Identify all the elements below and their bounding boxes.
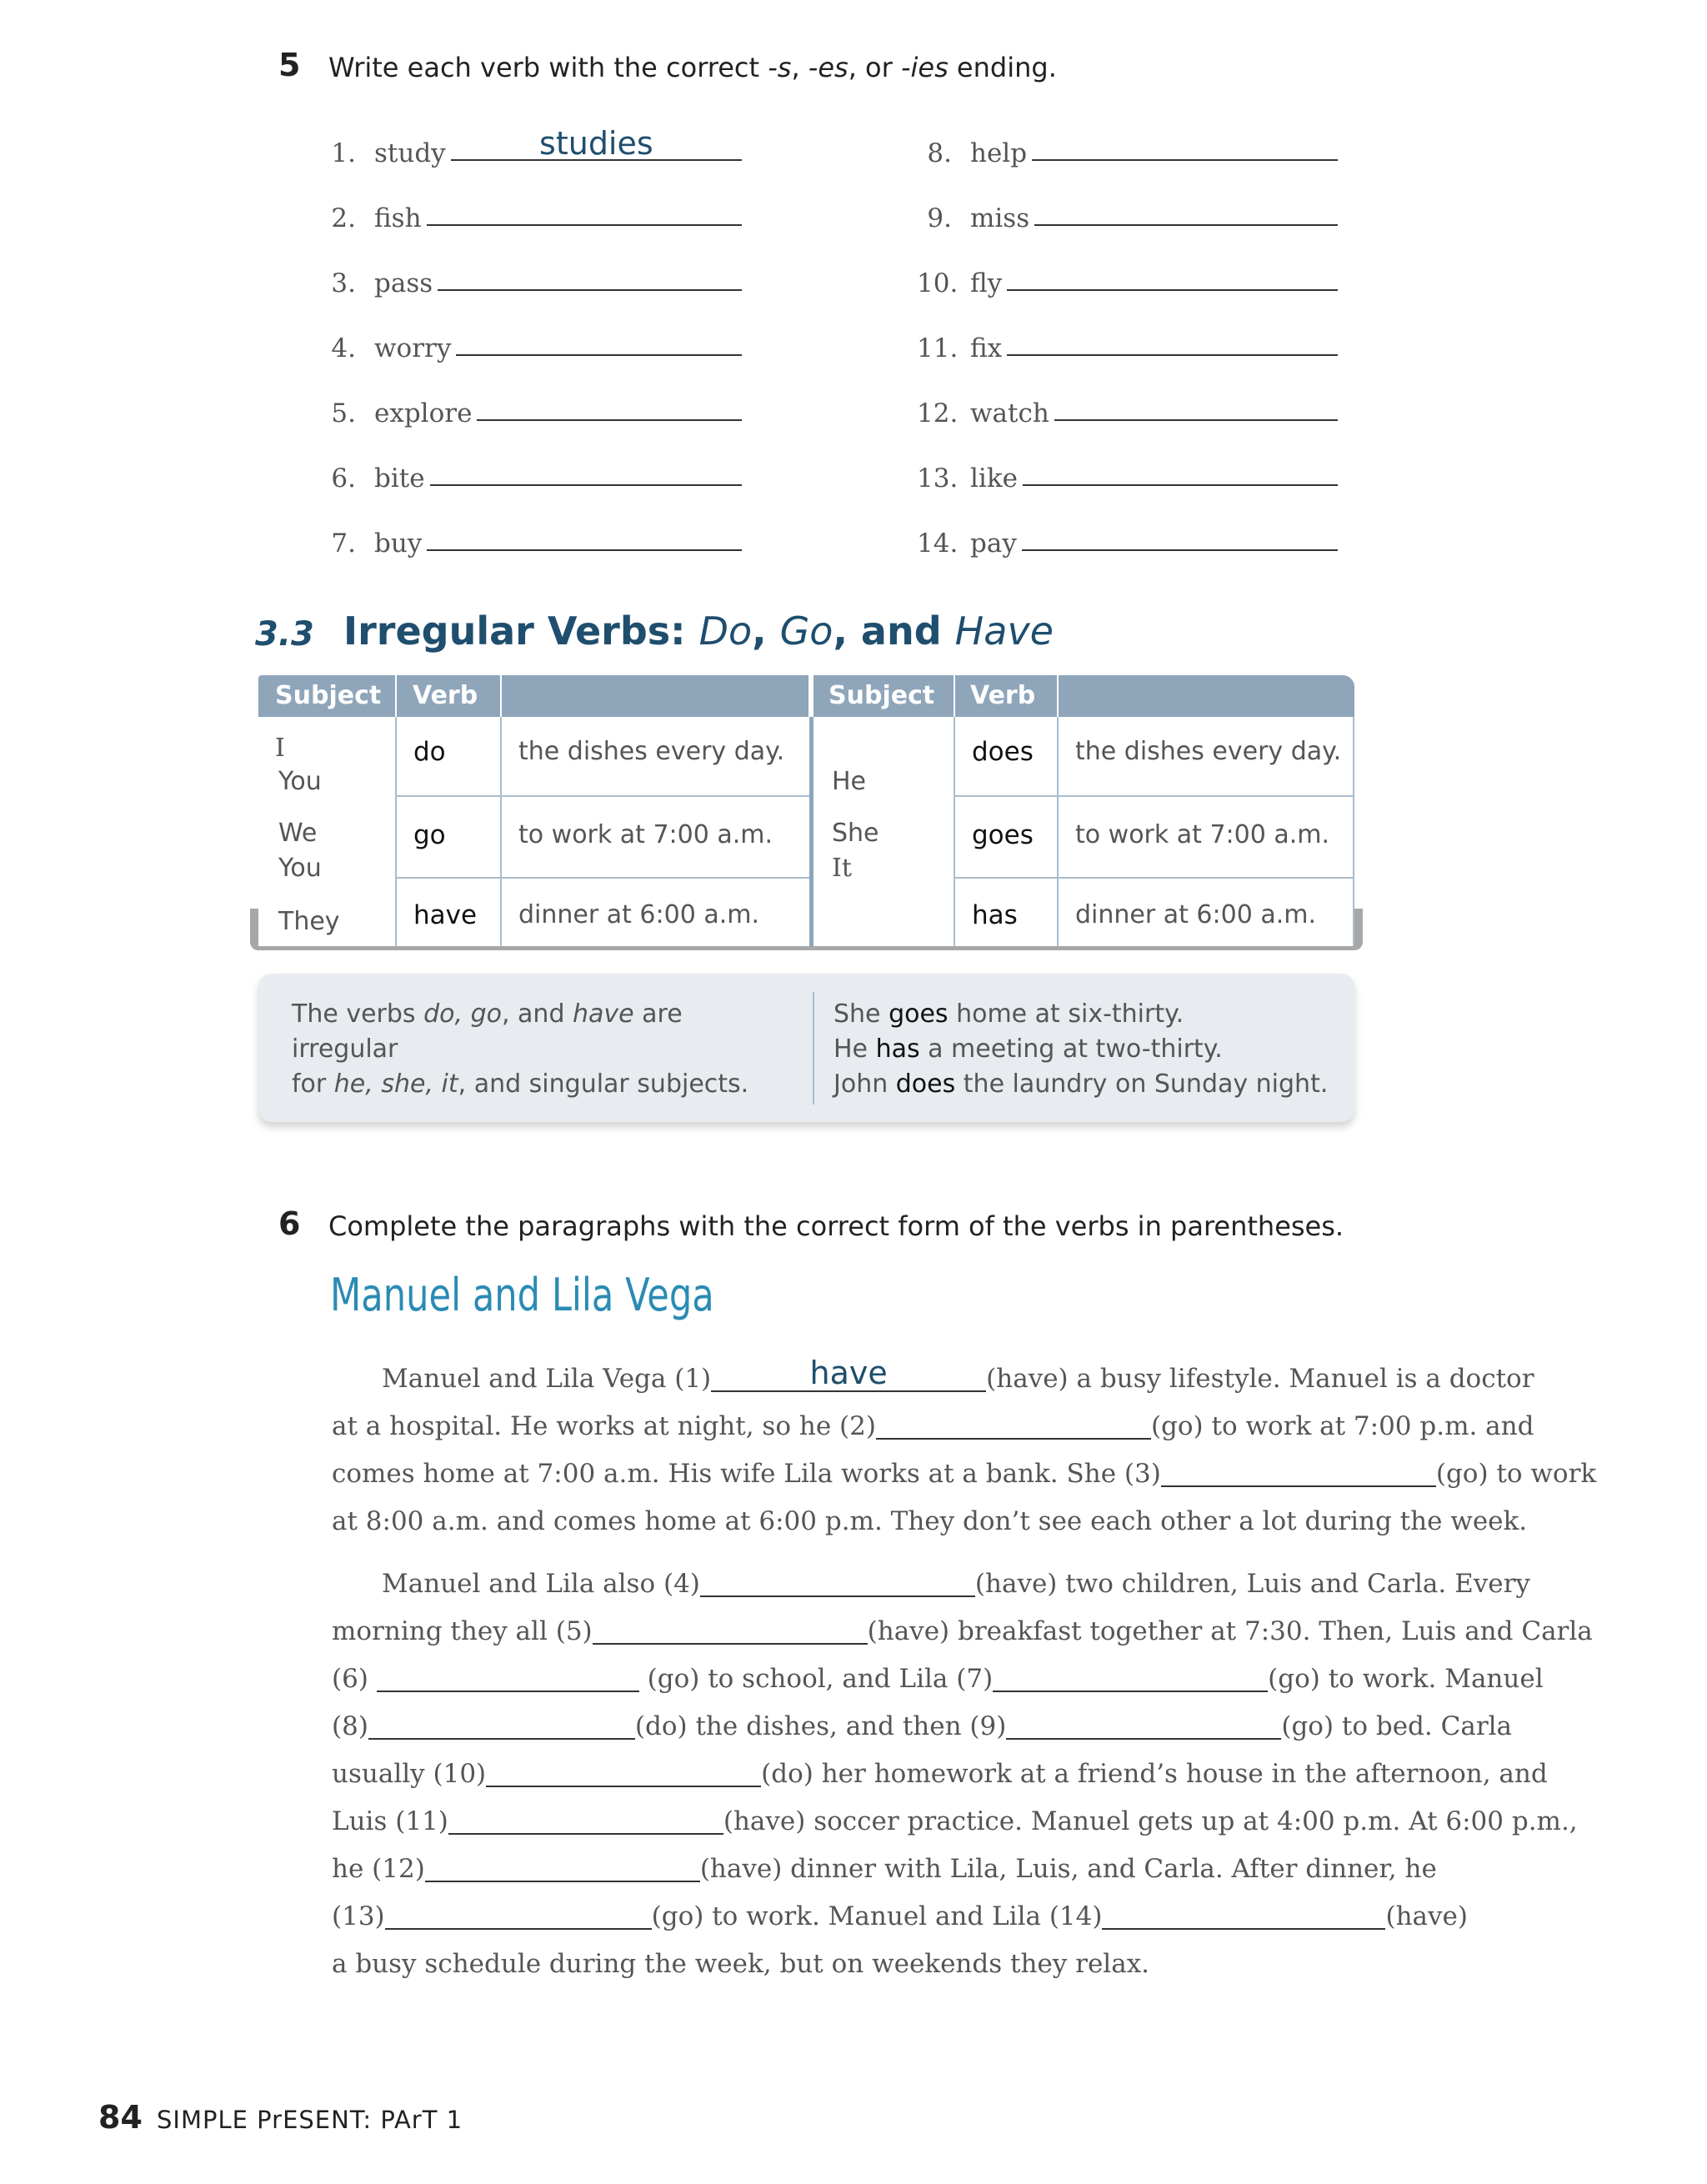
- note-rule: The verbs do, go, and have are irregular for he, she, it, and singular subjects.: [292, 999, 749, 1099]
- item-verb: fly: [970, 268, 1003, 298]
- header-divider: [808, 675, 813, 717]
- item-verb: pass: [374, 268, 433, 298]
- subject-we: We: [278, 819, 318, 848]
- header-divider: [1057, 675, 1059, 717]
- exercise-item: [917, 168, 1338, 233]
- answer-blank[interactable]: [1007, 323, 1338, 356]
- answer-blank[interactable]: [1007, 258, 1338, 291]
- item-number: 14.: [917, 528, 959, 559]
- item-number: 11.: [917, 333, 959, 363]
- blank-13[interactable]: [385, 1895, 652, 1930]
- item-number: 13.: [917, 463, 959, 493]
- subject-you: You: [278, 767, 322, 796]
- item-number: 1.: [331, 138, 356, 168]
- exercise-item: [321, 103, 742, 168]
- paragraph-2: Manuel and Lila also (4) (have) two children, Luis and Carla. Every morning they all (5) (have) breakfast together at 7:30. Then, Luis and Carla (6) (go) to school, and Lila (7) (go) to work. Manuel (8) (do) the dishes, and then (9) (go) to bed. Carla usually (10) (do) her homework at a friend’s house in the afternoon, and Luis (11) (have) soccer practice. Manuel gets up at 4:00 p.m. At 6:00 p.m., he (12) (have) dinner with Lila, Luis, and Carla. After dinner, he (13) (go) to work. Manuel and Lila (14) (have) a busy schedule during the week, but on weekends they relax.: [332, 1560, 1599, 1988]
- answer-blank[interactable]: [456, 323, 742, 356]
- exercise-item: [321, 493, 742, 559]
- column-divider: [954, 717, 955, 946]
- row-divider: [396, 877, 809, 879]
- exercise-item: [917, 298, 1338, 363]
- exercise-5-number: 5: [278, 47, 301, 83]
- item-verb: buy: [374, 528, 423, 559]
- chapter-title: SIMPLE PrESENT: PArT 1: [157, 2106, 463, 2134]
- row-divider: [396, 795, 809, 797]
- item-number: 7.: [331, 528, 356, 559]
- subject-you: You: [278, 854, 322, 883]
- answer-blank[interactable]: [427, 193, 742, 226]
- complement: dinner at 6:00 a.m.: [1075, 900, 1316, 929]
- column-divider: [500, 717, 502, 946]
- blank-8[interactable]: [368, 1705, 635, 1740]
- exercise-5-left-column: [321, 103, 742, 559]
- exercise-5-instruction: Write each verb with the correct -s, -es, or -ies ending.: [328, 52, 1057, 83]
- row-divider: [954, 795, 1354, 797]
- blank-3[interactable]: [1161, 1452, 1436, 1487]
- blank-7[interactable]: [993, 1657, 1268, 1692]
- item-number: 3.: [331, 268, 356, 298]
- answer-blank[interactable]: [427, 518, 742, 551]
- exercise-item: [321, 168, 742, 233]
- answer-blank[interactable]: [477, 388, 742, 421]
- blank-11[interactable]: [448, 1800, 723, 1835]
- item-number: 6.: [331, 463, 356, 493]
- verb-goes: goes: [972, 820, 1034, 850]
- blank-5[interactable]: [593, 1610, 868, 1645]
- header-verb-left: Verb: [413, 681, 478, 710]
- answer-blank[interactable]: [1022, 518, 1338, 551]
- verb-have: have: [413, 900, 478, 930]
- item-number: 2.: [331, 203, 356, 233]
- center-divider: [809, 717, 813, 946]
- blank-9[interactable]: [1006, 1705, 1281, 1740]
- item-verb: fix: [970, 333, 1003, 363]
- item-verb: bite: [374, 463, 425, 493]
- story-title: Manuel and Lila Vega: [330, 1269, 714, 1321]
- table-right-edge: [1353, 717, 1354, 946]
- subject-i: I: [275, 734, 285, 763]
- item-verb: miss: [970, 203, 1030, 233]
- verb-does: does: [972, 737, 1034, 767]
- subject-she: She: [832, 819, 879, 848]
- complement: the dishes every day.: [518, 737, 785, 766]
- complement: to work at 7:00 a.m.: [1075, 820, 1330, 849]
- header-divider: [500, 675, 502, 717]
- answer-blank[interactable]: [1034, 193, 1338, 226]
- exercise-item: [917, 233, 1338, 298]
- item-number: 8.: [927, 138, 952, 168]
- item-verb: pay: [970, 528, 1017, 559]
- blank-10[interactable]: [486, 1752, 761, 1787]
- column-divider: [1057, 717, 1059, 946]
- grammar-note: [258, 974, 1354, 1122]
- item-number: 5.: [331, 398, 356, 428]
- subject-they: They: [278, 907, 340, 936]
- answer-blank[interactable]: [451, 125, 742, 162]
- header-verb-right: Verb: [970, 681, 1036, 710]
- answer-blank[interactable]: [1023, 453, 1338, 486]
- paragraph-1: Manuel and Lila Vega (1) have (have) a busy lifestyle. Manuel is a doctor at a hospital. He works at night, so he (2) (go) to work at 7:00 p.m. and comes home at 7:00 a.m. His wife Lila works at a bank. She (3) (go) to work at 8:00 a.m. and comes home at 6:00 p.m. They don’t see each other a lot during the week.: [332, 1355, 1597, 1536]
- example-sentence: He has a meeting at two-thirty.: [833, 1034, 1223, 1064]
- subject-he: He: [832, 767, 867, 796]
- example-sentence: She goes home at six-thirty.: [833, 999, 1184, 1029]
- item-verb: study: [374, 138, 446, 168]
- item-verb: worry: [374, 333, 452, 363]
- complement: the dishes every day.: [1075, 737, 1342, 766]
- note-examples: [833, 997, 1328, 1102]
- blank-2[interactable]: [876, 1405, 1151, 1440]
- complement: dinner at 6:00 a.m.: [518, 900, 759, 929]
- exercise-item: [917, 493, 1338, 559]
- item-number: 9.: [927, 203, 952, 233]
- header-subject-left: Subject: [275, 681, 382, 710]
- exercise-item: [321, 363, 742, 428]
- verb-do: do: [413, 737, 446, 767]
- item-verb: watch: [970, 398, 1049, 428]
- header-subject-right: Subject: [828, 681, 935, 710]
- header-divider: [395, 675, 397, 717]
- grammar-table: [258, 675, 1354, 946]
- note-divider: [813, 992, 814, 1105]
- header-divider: [954, 675, 955, 717]
- row-divider: [954, 877, 1354, 879]
- answer-blank[interactable]: [1032, 128, 1338, 161]
- page-number: 84: [98, 2099, 143, 2136]
- example-sentence: John does the laundry on Sunday night.: [833, 1069, 1329, 1099]
- exercise-6-instruction: Complete the paragraphs with the correct form of the verbs in parentheses.: [328, 1210, 1344, 1242]
- blank-1[interactable]: have: [711, 1357, 986, 1392]
- exercise-6-number: 6: [278, 1205, 301, 1242]
- answer-blank[interactable]: [430, 453, 742, 486]
- exercise-item: [321, 233, 742, 298]
- verb-has: has: [972, 900, 1018, 930]
- complement: to work at 7:00 a.m.: [518, 820, 773, 849]
- exercise-item: [917, 363, 1338, 428]
- section-title: Irregular Verbs: Do, Go, and Have: [343, 609, 1054, 654]
- blank-6[interactable]: [377, 1657, 639, 1692]
- item-verb: help: [970, 138, 1028, 168]
- answer-blank[interactable]: [1054, 388, 1338, 421]
- column-divider: [395, 717, 397, 946]
- item-number: 4.: [331, 333, 356, 363]
- item-verb: explore: [374, 398, 473, 428]
- exercise-item: [321, 428, 742, 493]
- blank-12[interactable]: [425, 1847, 700, 1882]
- item-verb: like: [970, 463, 1018, 493]
- blank-14[interactable]: [1102, 1895, 1385, 1930]
- answer-blank[interactable]: [438, 258, 742, 291]
- exercise-5-right-column: [917, 103, 1338, 559]
- answer-text: studies: [539, 125, 653, 162]
- exercise-item: [321, 298, 742, 363]
- blank-4[interactable]: [700, 1562, 975, 1597]
- exercise-item: [917, 428, 1338, 493]
- item-number: 10.: [917, 268, 959, 298]
- item-verb: fish: [374, 203, 422, 233]
- exercise-item: [917, 103, 1338, 168]
- section-number: 3.3: [255, 615, 314, 654]
- subject-it: It: [832, 854, 852, 883]
- item-number: 12.: [917, 398, 959, 428]
- verb-go: go: [413, 820, 446, 850]
